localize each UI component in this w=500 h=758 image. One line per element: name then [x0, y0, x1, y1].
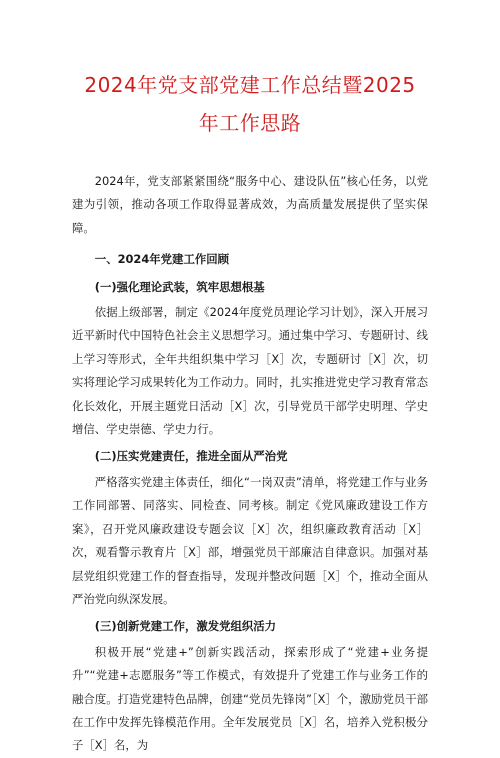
subsection-heading-theory: (一)强化理论武装，筑牢思想根基 [94, 279, 265, 294]
subsection-paragraph-innovation: 积极开展“党建+”创新实践活动，探索形成了“党建+业务提升”“党建+志愿服务”等工作模式，有效提升了党建工作与业务工作的融合度。打造党建特色品牌，创建“党员先锋岗”［X］个，激励党员干部在工作中发挥先锋模范作用。全年发展党员［X］名，培养入党积极分子［X］名，为 [72, 644, 428, 753]
title-line-2: 年工作思路 [198, 111, 302, 135]
document-body [72, 170, 428, 758]
subsection-paragraph-theory: 依据上级部署，制定《2024年度党员理论学习计划》，深入开展习近平新时代中国特色社会主义思想学习。通过集中学习、专题研讨、线上学习等形式，全年共组织集中学习［X］次，专题研讨［X］次，切实将理论学习成果转化为工作动力。同时，扎实推进党史学习教育常态化长效化，开展主题党日活动［X］次，引导党员干部学史明理、学史增信、学史崇德、学史力行。 [72, 305, 428, 437]
subsection-paragraph-responsibility: 严格落实党建主体责任，细化“一岗双责”清单，将党建工作与业务工作同部署、同落实、同检查、同考核。制定《党风廉政建设工作方案》，召开党风廉政建设专题会议［X］次，组织廉政教育活动［X］次，观看警示教育片［X］部，增强党员干部廉洁自律意识。加强对基层党组织党建工作的督查指导，发现并整改问题［X］个，推动全面从严治党向纵深发展。 [72, 474, 428, 606]
intro-paragraph: 2024年，党支部紧紧围绕“服务中心、建设队伍”核心任务，以党建为引领，推动各项工作取得显著成效，为高质量发展提供了坚实保障。 [72, 174, 428, 235]
document-title [72, 66, 428, 142]
section-heading-review: 一、2024年党建工作回顾 [94, 252, 230, 267]
subsection-heading-responsibility: (二)压实党建责任，推进全面从严治党 [94, 449, 288, 464]
title-line-1: 2024年党支部党建工作总结暨2025 [84, 73, 416, 97]
subsection-heading-innovation: (三)创新党建工作，激发党组织活力 [94, 619, 277, 634]
